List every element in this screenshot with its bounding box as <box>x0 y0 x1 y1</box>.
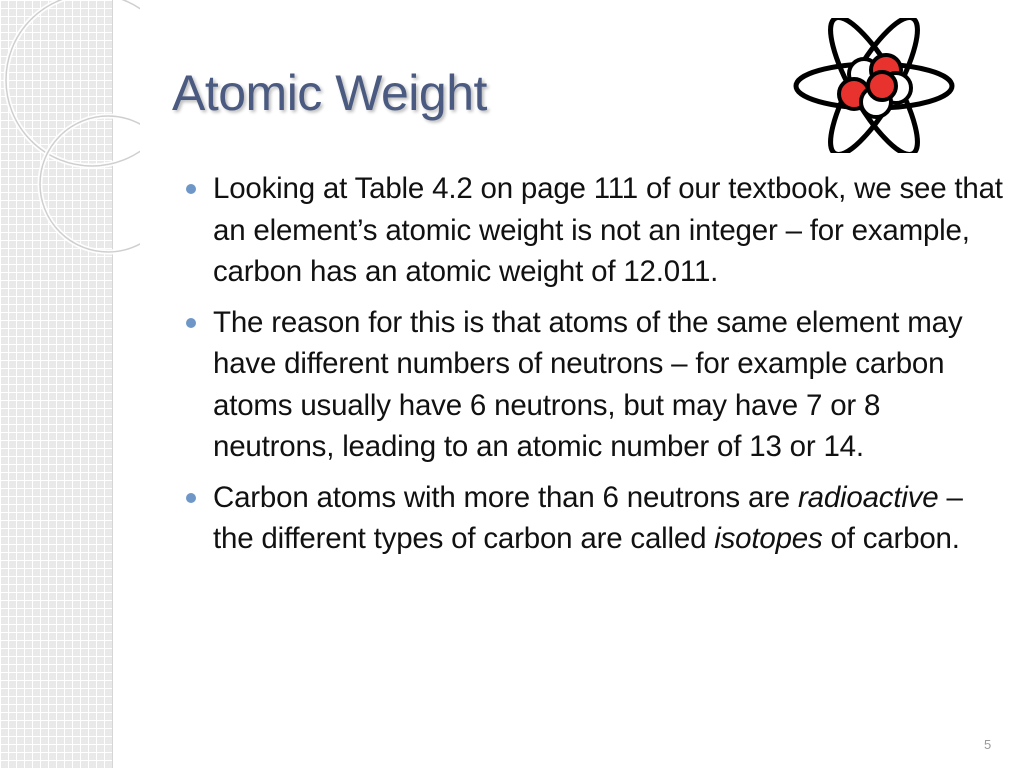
bullet-marker <box>186 493 196 503</box>
bullet-list <box>186 168 1006 569</box>
bullet-item <box>186 168 1006 293</box>
bullet-item <box>186 477 1006 560</box>
slide-title: Atomic Weight <box>172 65 487 121</box>
side-decoration-circles <box>0 0 140 260</box>
bullet-marker <box>186 184 196 194</box>
bullet-text-part: – the different types of carbon are called <box>213 480 963 555</box>
bullet-text: Looking at Table 4.2 on page 111 of our textbook, we see that an element’s atomic weight is not an integer – for example, carbon has an atomic weight of 12.011. <box>213 172 1003 288</box>
bullet-text: The reason for this is that atoms of the same element may have different numbers of neutrons – for example carbon atoms usually have 6 neutrons, but may have 7 or 8 neutrons, leading to an atomic number of 13 or 14. <box>213 305 963 463</box>
term-radioactive: radioactive <box>798 480 939 514</box>
term-isotopes: isotopes <box>714 522 823 555</box>
bullet-text-part: of carbon. <box>822 522 960 555</box>
bullet-item <box>186 302 1006 468</box>
bullet-text-part: Carbon atoms with more than 6 neutrons are <box>213 480 798 514</box>
bullet-marker <box>186 318 196 328</box>
atom-icon <box>792 18 957 153</box>
page-number: 5 <box>984 737 992 752</box>
